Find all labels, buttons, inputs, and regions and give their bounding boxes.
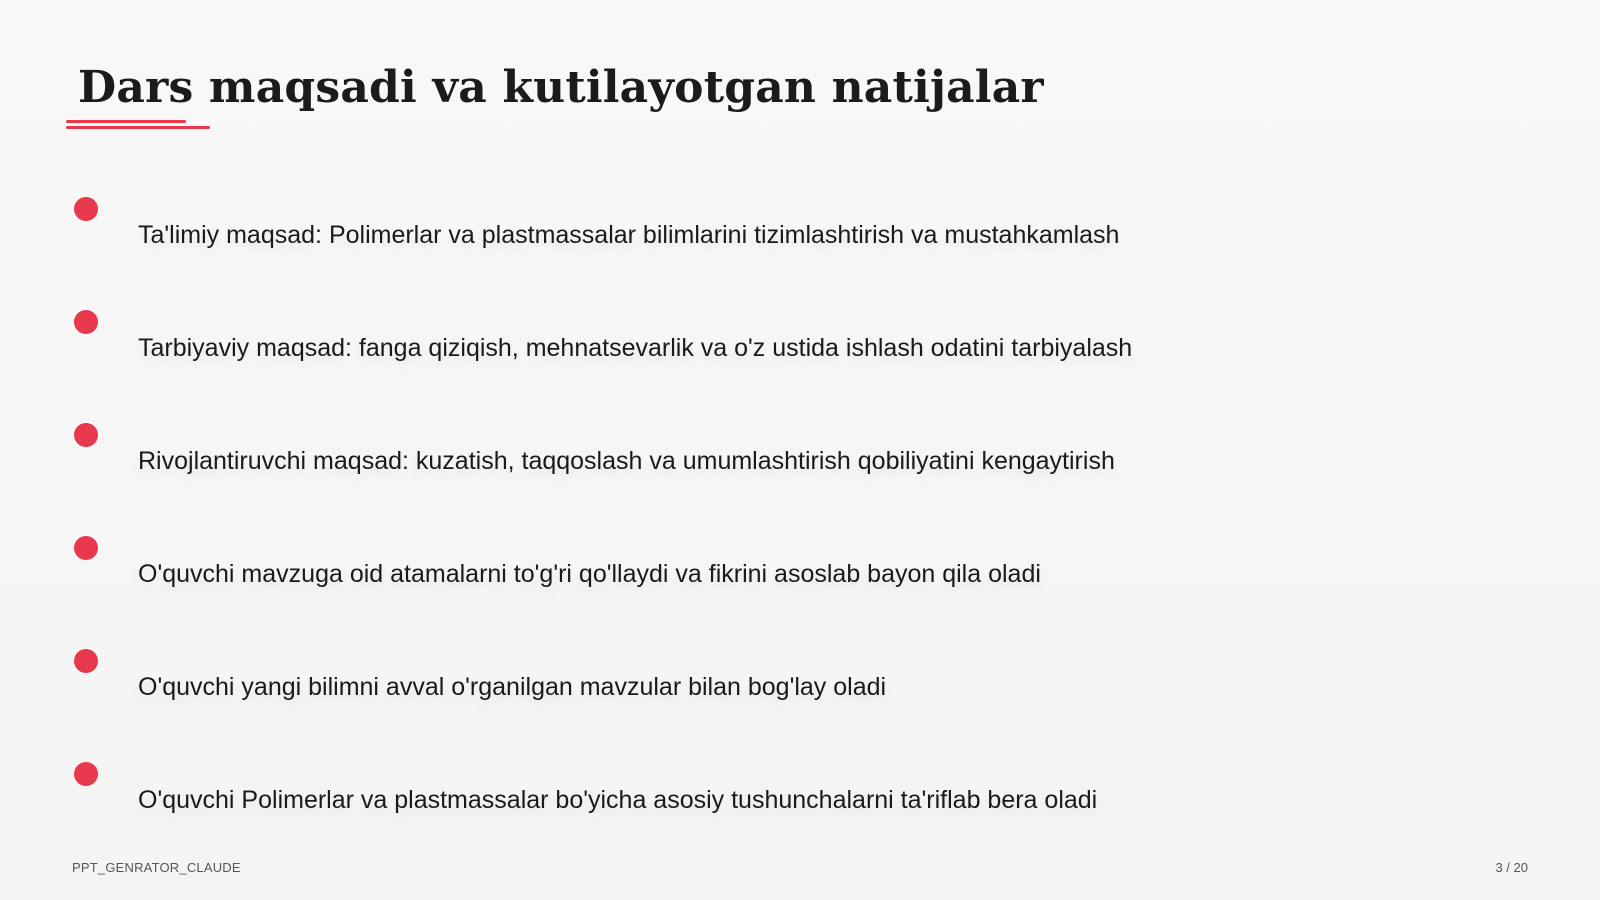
list-item-text: Rivojlantiruvchi maqsad: kuzatish, taqqoslash va umumlashtirish qobiliyatini kengaytirish [138, 447, 1115, 475]
list-item-text: O'quvchi yangi bilimni avval o'rganilgan mavzular bilan bog'lay oladi [138, 673, 887, 701]
bullet-dot-icon [74, 197, 98, 221]
list-item-text: Ta'limiy maqsad: Polimerlar va plastmassalar bilimlarini tizimlashtirish va mustahkamlash [138, 221, 1120, 249]
bullet-dot-icon [74, 649, 98, 673]
list-item [0, 649, 1600, 739]
bullet-dot-icon [74, 310, 98, 334]
bullet-dot-icon [74, 762, 98, 786]
list-item-text: Tarbiyaviy maqsad: fanga qiziqish, mehnatsevarlik va o'z ustida ishlash odatini tarbiyalash [138, 334, 1133, 362]
list-item [0, 197, 1600, 287]
slide-title: Dars maqsadi va kutilayotgan natijalar [78, 62, 1044, 113]
list-item [0, 536, 1600, 626]
footer-brand: PPT_GENRATOR_CLAUDE [72, 860, 241, 875]
page-indicator: 3 / 20 [1495, 860, 1528, 875]
list-item-text: O'quvchi Polimerlar va plastmassalar bo'yicha asosiy tushunchalarni ta'riflab bera oladi [138, 786, 1098, 814]
list-item [0, 423, 1600, 513]
list-item [0, 762, 1600, 852]
bullet-dot-icon [74, 536, 98, 560]
list-item-text: O'quvchi mavzuga oid atamalarni to'g'ri qo'llaydi va fikrini asoslab bayon qila oladi [138, 560, 1041, 588]
list-item [0, 310, 1600, 400]
bullet-dot-icon [74, 423, 98, 447]
